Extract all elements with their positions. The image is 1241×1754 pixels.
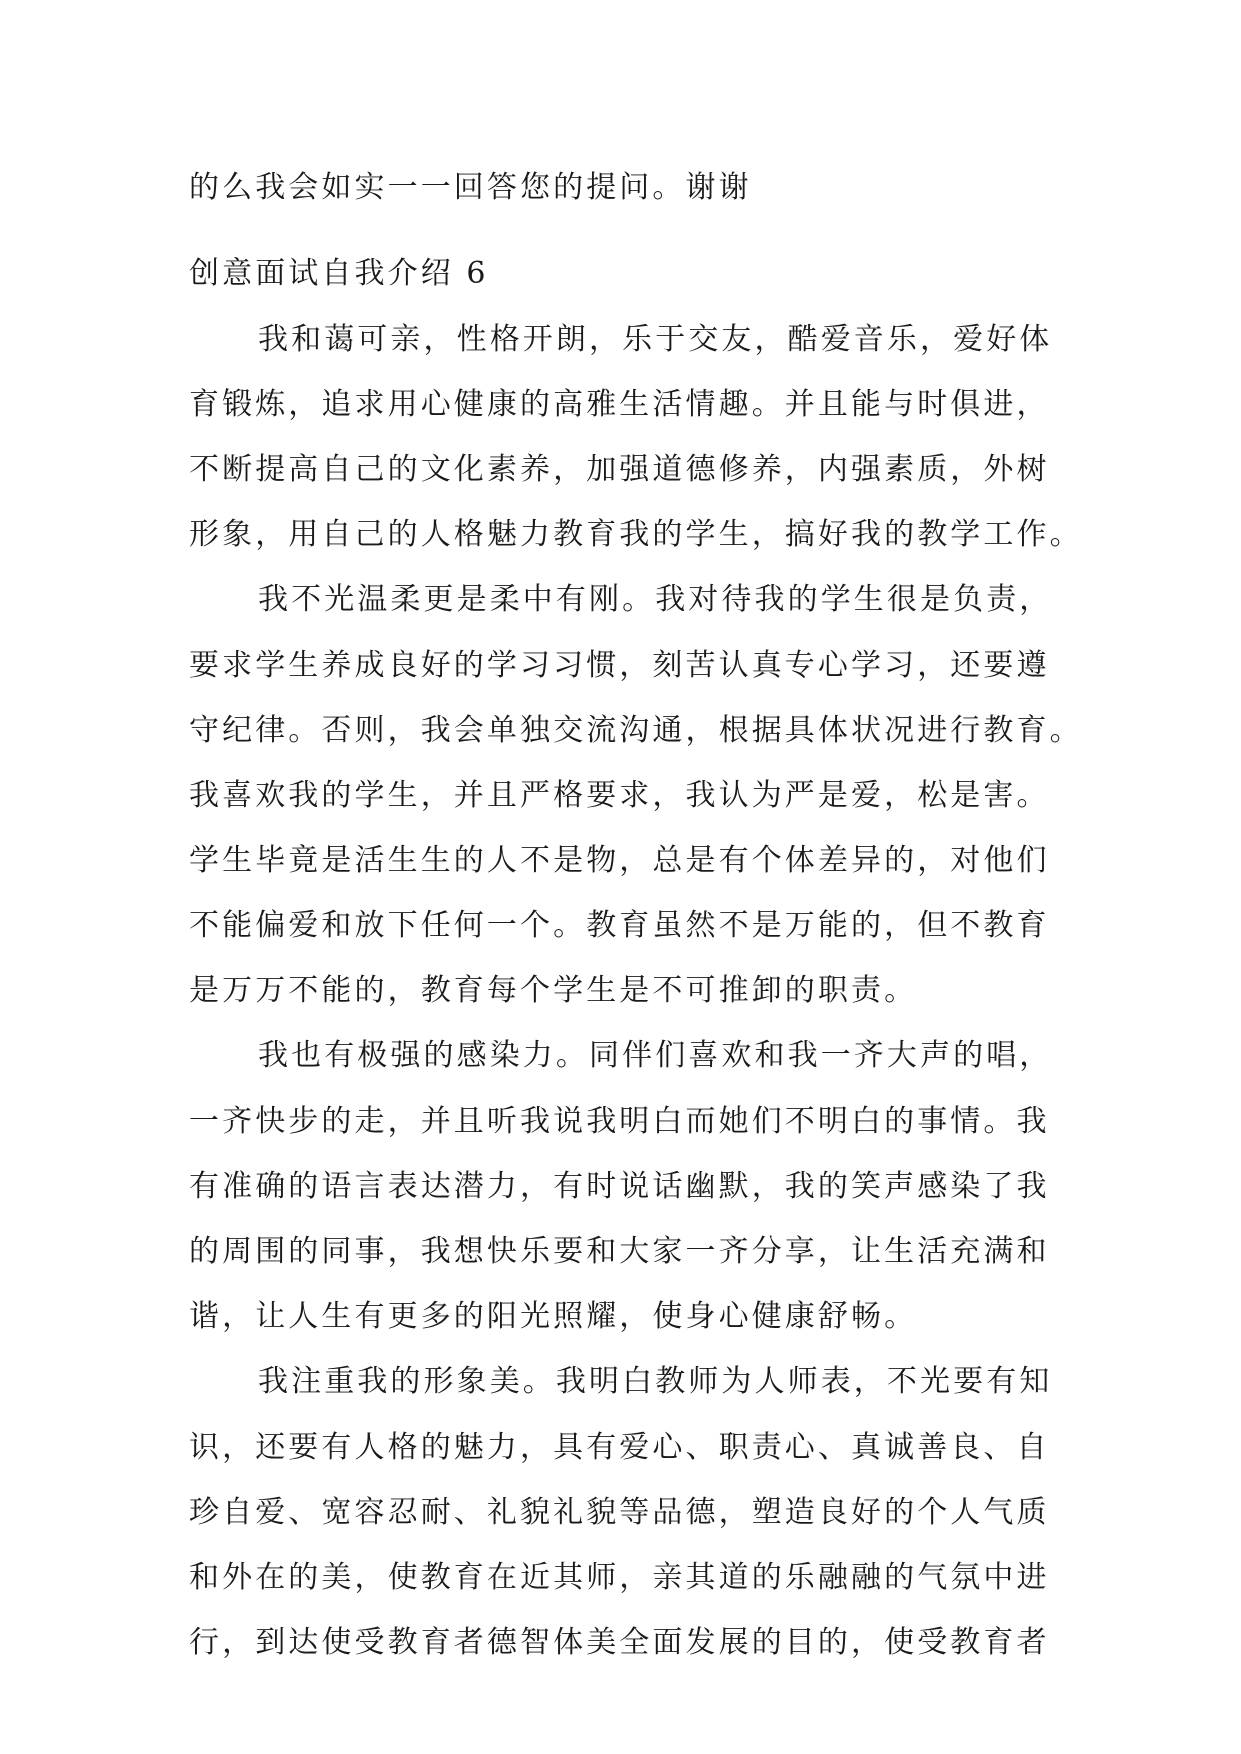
text-line: 的周围的同事，我想快乐要和大家一齐分享，让生活充满和 [189, 1234, 1050, 1269]
text-line: 珍自爱、宽容忍耐、礼貌礼貌等品德，塑造良好的个人气质 [189, 1495, 1050, 1530]
text-line: 识，还要有人格的魅力，具有爱心、职责心、真诚善良、自 [189, 1430, 1050, 1465]
text-line: 育锻炼，追求用心健康的高雅生活情趣。并且能与时俱进， [189, 387, 1050, 422]
text-line: 一齐快步的走，并且听我说我明白而她们不明白的事情。我 [189, 1104, 1050, 1139]
text-line: 我喜欢我的学生，并且严格要求，我认为严是爱，松是害。 [189, 778, 1050, 813]
paragraph-first-line: 我也有极强的感染力。同伴们喜欢和我一齐大声的唱， [258, 1038, 1053, 1073]
text-line: 学生毕竟是活生生的人不是物，总是有个体差异的，对他们 [189, 843, 1050, 878]
text-line: 行，到达使受教育者德智体美全面发展的目的，使受教育者 [189, 1625, 1050, 1660]
paragraph-first-line: 我和蔼可亲，性格开朗，乐于交友，酷爱音乐，爱好体 [258, 322, 1053, 357]
text-line: 不能偏爱和放下任何一个。教育虽然不是万能的，但不教育 [189, 908, 1050, 943]
text-line: 是万万不能的，教育每个学生是不可推卸的职责。 [189, 973, 918, 1008]
text-line: 形象，用自己的人格魅力教育我的学生，搞好我的教学工作。 [189, 517, 1083, 552]
section-heading: 创意面试自我介绍 6 [189, 256, 489, 291]
text-line: 的么我会如实一一回答您的提问。谢谢 [189, 170, 752, 205]
paragraph-first-line: 我注重我的形象美。我明白教师为人师表，不光要有知 [258, 1364, 1053, 1399]
text-line: 要求学生养成良好的学习习惯，刻苦认真专心学习，还要遵 [189, 648, 1050, 683]
text-line: 不断提高自己的文化素养，加强道德修养，内强素质，外树 [189, 452, 1050, 487]
paragraph-first-line: 我不光温柔更是柔中有刚。我对待我的学生很是负责， [258, 582, 1053, 617]
text-line: 谐，让人生有更多的阳光照耀，使身心健康舒畅。 [189, 1299, 918, 1334]
text-line: 守纪律。否则，我会单独交流沟通，根据具体状况进行教育。 [189, 713, 1083, 748]
text-line: 有准确的语言表达潜力，有时说话幽默，我的笑声感染了我 [189, 1169, 1050, 1204]
text-line: 和外在的美，使教育在近其师，亲其道的乐融融的气氛中进 [189, 1560, 1050, 1595]
